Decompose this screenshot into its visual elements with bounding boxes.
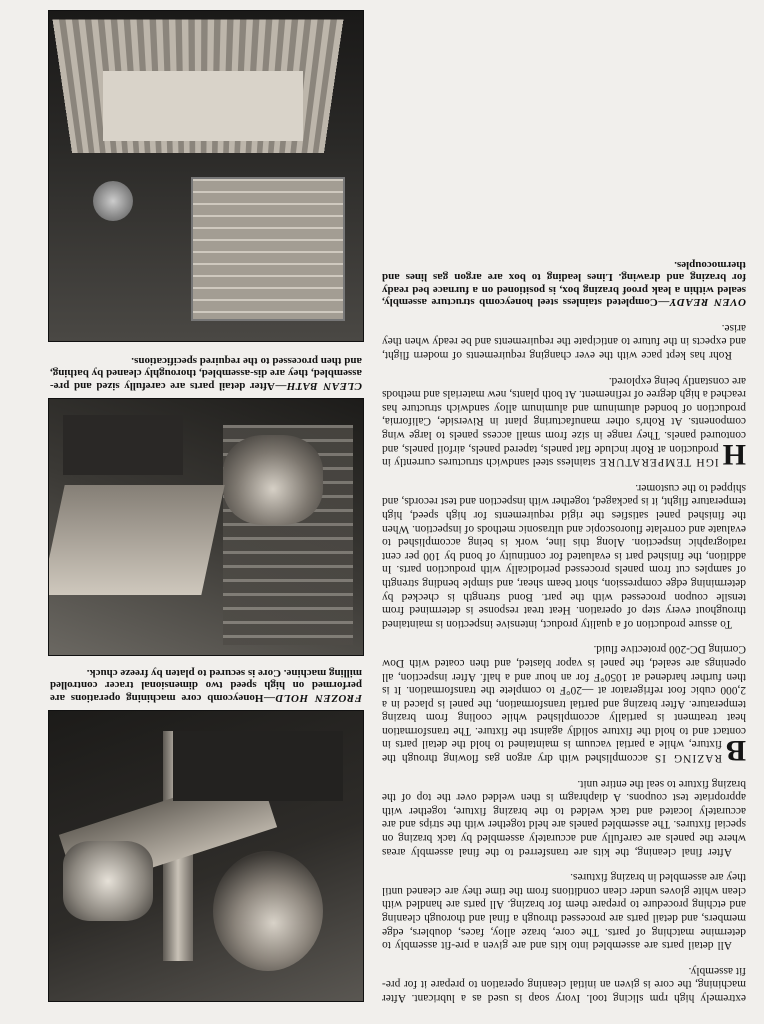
article-paragraph: extremely high rpm slicing tool. Ivory soap is used as a lubricant. After machining, the core is given an initial cleaning operation to prepare it for pre-fit assembly.: [382, 964, 746, 1004]
caption-clean-bath-lead: CLEAN BATH—: [274, 380, 362, 392]
caption-oven-ready-text: [382, 258, 746, 308]
section-head-high-temp: IGH TEMPERATURE: [598, 456, 719, 469]
article-paragraph-high-temp: [382, 373, 746, 472]
article-paragraph: After final cleaning, the kits are transferred to the final assembly areas where the panels are carefully and accurately assembled by tack brazing on special fixtures. The assembled panels are held together with the strips and are accurately located and tack welded to the brazing fixture, together with appropriate test coupons. A diaphragm is then welded over the top of the brazing fixture to seal the entire unit.: [382, 777, 746, 858]
article-paragraph-text: stainless steel sandwich structures currently in production at Rohr include flat panels, tapered panels, airfoil panels, and contoured panels. They range in size from small access panels to large wing components. At Rohr's other manufacturing plant in Riverside, California, production of bonded aluminum and aluminum alloy sandwich structure has reached a high degree of refinement. At both plants, new materials and methods are constantly being explored.: [382, 374, 746, 469]
drop-cap: H: [722, 438, 746, 472]
section-head-brazing: RAZING IS: [653, 752, 722, 765]
photo-clean-bath: [48, 398, 364, 656]
caption-frozen-hold: [50, 667, 362, 705]
article-paragraph-brazing: [382, 642, 746, 768]
caption-clean-bath: [50, 355, 362, 393]
caption-frozen-hold-lead: FROZEN HOLD—: [263, 692, 362, 704]
caption-oven-ready-body: Completed stainless steel honeycomb structure assembly, sealed within a leak proof brazing box, is positioned on a furnace bed ready for brazing and drawing. Lines leading to box are argon gas lines and thermocouples.: [382, 258, 746, 309]
caption-clean-bath-body: After detail parts are carefully sized and pre-assembled, they are dis-assembled, thoroughly cleaned by bathing, and then processed to the required specifications.: [50, 355, 362, 392]
photo-oven-ready: [48, 10, 364, 342]
article-paragraph: Rohr has kept pace with the ever changing requirements of modern flight, and expects in the future to anticipate the requirements and be ready when they arise.: [382, 321, 746, 362]
caption-oven-ready-lead: OVEN READY—: [657, 296, 746, 309]
caption-frozen-hold-body: Honeycomb core machining operations are performed on high speed two dimensional tracer controlled milling machine. Core is secured to platen by freeze chuck.: [50, 667, 362, 704]
article-paragraph: To assure production of a quality product, intensive inspection is maintained throughout every step of operation. Heat treat response is determined from tensile coupon processed with the part. Bond strength is checked by determining edge compression, short beam shear, and simple bending strength of samples cut from panels processed periodically with production parts. In addition, the finished part is evaluated for continuity of bond by 100 per cent radiographic inspection. Along this line, work is being accomplished to evaluate and correlate fluoroscopic and ultrasonic methods of inspection. When the finished panel satisfies the rigid requirements for high speed, high temperature flight, it is packaged, together with inspection and test records, and shipped to the customer.: [382, 481, 746, 630]
article-body: [382, 258, 746, 1004]
article-paragraph: All detail parts are assembled into kits and are given a pre-fit assembly to determine matching of parts. The core, braze alloy, faces, doublers, edge members, and detail parts are processed through a final and thorough cleaning and etching procedure to prepare them for brazing. All parts are handled with clean white gloves under clean conditions from the time they are cleaned until they are assembled in brazing fixtures.: [382, 871, 746, 952]
drop-cap: B: [725, 734, 746, 768]
article-paragraph-text: accomplished with dry argon gas flowing through the fixture, while a partial vacuum is maintained to hold the detail parts in contact and to hold the fixture solidly against the fixture. The transformation heat treatment is partially accomplished while cooling from brazing temperature. After brazing and partial transformation, the panel is placed in a 2,000 cubic foot refrigerator at —20°F to complete the transformation. It is then further hardened at 1050°F for an hour and a half. After inspection, all openings are sealed, the panel is vapor blasted, and then coated with Dow Corning DC-200 protective fluid.: [382, 643, 746, 765]
photo-frozen-hold: [48, 710, 364, 1002]
